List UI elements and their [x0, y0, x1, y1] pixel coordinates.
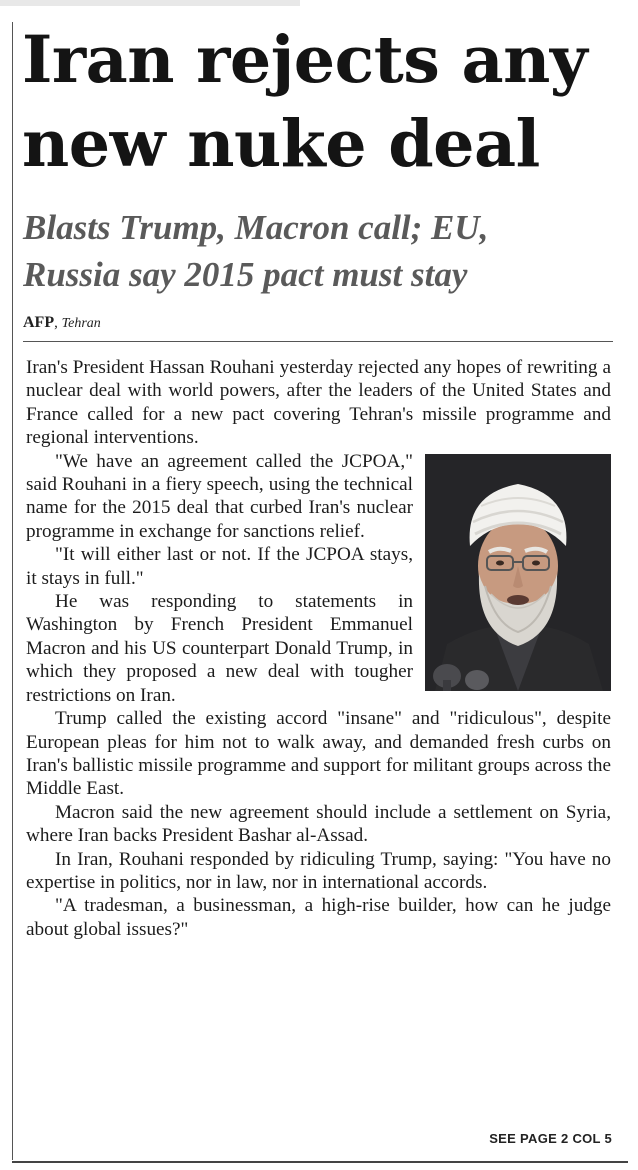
subheadline	[23, 204, 623, 298]
bottom-rule	[12, 1161, 628, 1163]
headline-line-1: Iran rejects any	[22, 22, 588, 98]
byline-separator: ,	[54, 315, 58, 331]
left-column-rule	[12, 22, 13, 1160]
headline-line-2: new nuke deal	[22, 106, 540, 182]
byline-divider	[23, 341, 613, 342]
article-paragraph: "It will either last or not. If the JCPOA stays, it stays in full."	[26, 544, 413, 589]
article-paragraph: Trump called the existing accord "insane" and "ridiculous", despite European pleas for him not to walk away, and demanded fresh curbs on Iran's ballistic missile programme and support for militant groups across the Middle East.	[26, 708, 611, 800]
article-paragraph: Macron said the new agreement should include a settlement on Syria, where Iran backs President Bashar al-Assad.	[26, 801, 611, 847]
article-paragraph: He was responding to statements in Washington by French President Emmanuel Macron and his US counterpart Donald Trump, in which they proposed a new deal with tougher restrictions on Iran.	[26, 591, 413, 706]
byline	[23, 313, 613, 334]
rouhani-photo	[425, 454, 611, 691]
headline	[22, 18, 627, 186]
byline-agency: AFP	[23, 314, 55, 331]
rouhani-portrait-image	[425, 454, 611, 691]
top-edge-strip	[0, 0, 300, 6]
article-paragraph: In Iran, Rouhani responded by ridiculing Trump, saying: "You have no expertise in politics, nor in law, nor in international accords.	[26, 848, 611, 893]
article-paragraph: Iran's President Hassan Rouhani yesterday rejected any hopes of rewriting a nuclear deal with world powers, after the leaders of the United States and France called for a new pact covering Tehran's missile programme and regional interventions.	[26, 357, 611, 449]
continuation-jump: SEE PAGE 2 COL 5	[489, 1131, 612, 1146]
article-body	[26, 356, 611, 941]
byline-place: Tehran	[61, 316, 101, 331]
subheadline-line-2: Russia say 2015 pact must stay	[23, 255, 468, 294]
subheadline-line-1: Blasts Trump, Macron call; EU,	[23, 208, 489, 247]
article-paragraph: "We have an agreement called the JCPOA," said Rouhani in a fiery speech, using the technical name for the 2015 deal that curbed Iran's nuclear programme in exchange for sanctions relief.	[26, 450, 413, 542]
article-paragraph: "A tradesman, a businessman, a high-rise builder, how can he judge about global issues?"	[26, 895, 611, 940]
